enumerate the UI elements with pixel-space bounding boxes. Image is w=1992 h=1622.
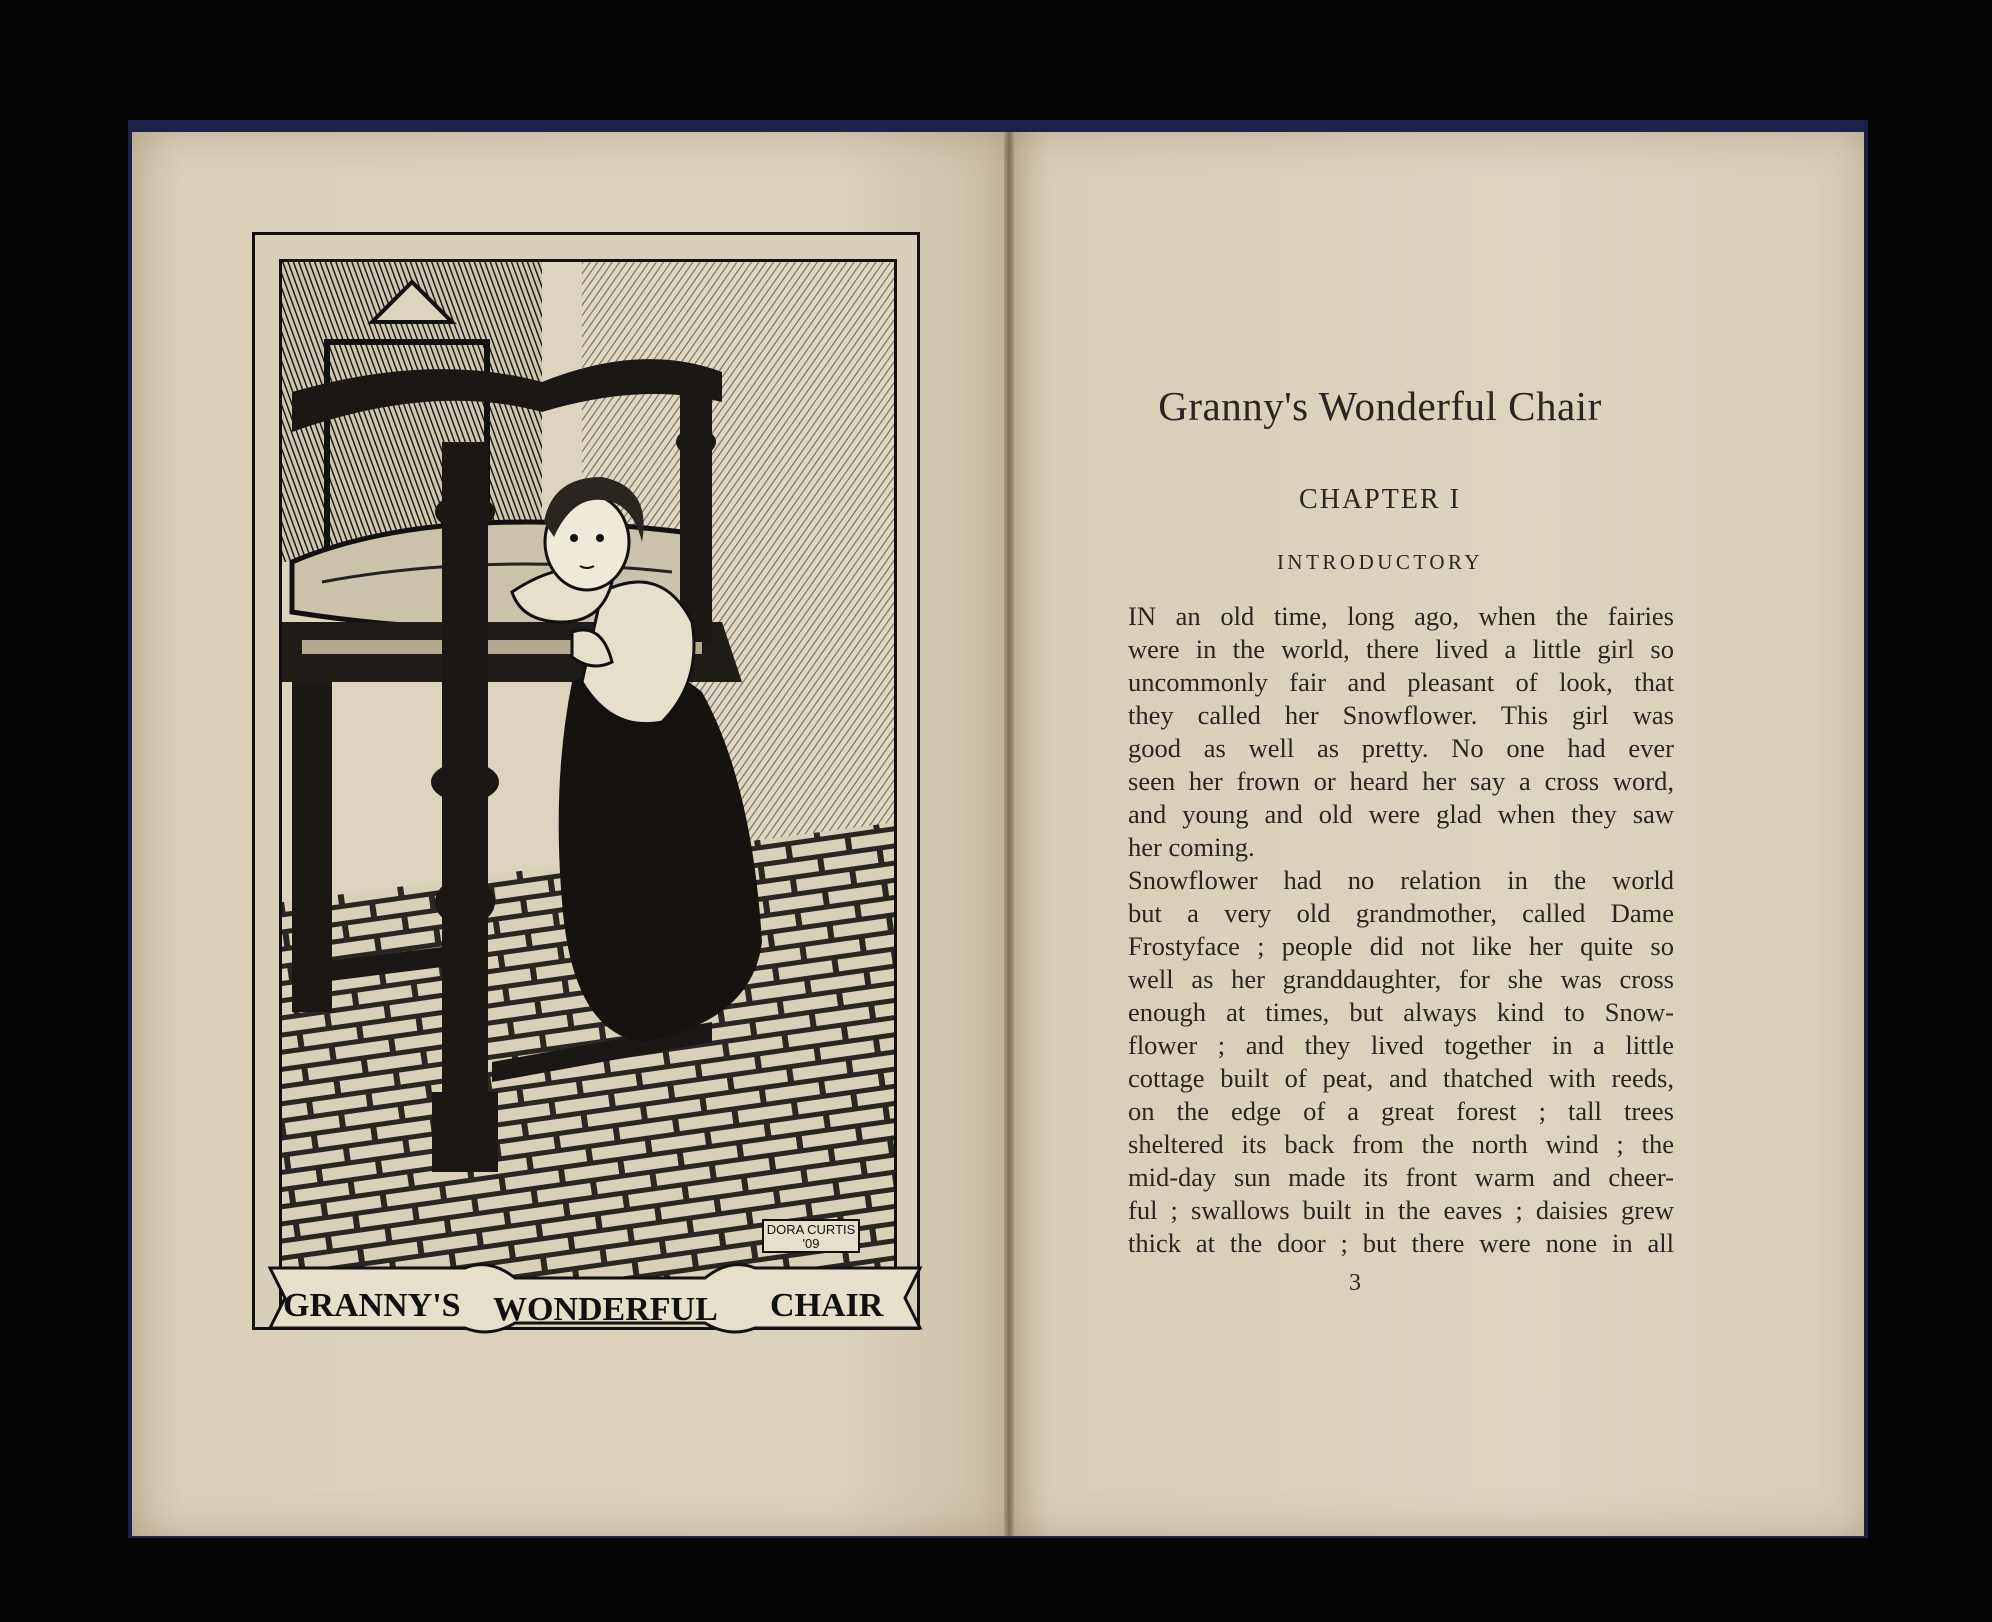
text-line: enough at times, but always kind to Snow- <box>1128 997 1674 1027</box>
book-title: Granny's Wonderful Chair <box>1158 383 1602 429</box>
body-text <box>1096 600 1674 1260</box>
banner-word-2: WONDERFUL <box>493 1291 718 1328</box>
chapter-subheading: INTRODUCTORY <box>1276 550 1484 574</box>
text-line: ful ; swallows built in the eaves ; daisies grew <box>1128 1195 1674 1225</box>
artist-signature-year: '09 <box>802 1236 820 1251</box>
text-line: on the edge of a great forest ; tall trees <box>1128 1096 1674 1126</box>
engraving-illustration <box>279 259 897 1307</box>
paragraph-1 <box>1096 600 1674 864</box>
text-line: uncommonly fair and pleasant of look, that <box>1128 667 1674 697</box>
text-line: well as her granddaughter, for she was cross <box>1128 964 1674 994</box>
page-number: 3 <box>1349 1270 1361 1296</box>
text-line: were in the world, there lived a little girl so <box>1128 634 1674 664</box>
text-line: IN an old time, long ago, when the fairies <box>1128 601 1674 631</box>
text-line: but a very old grandmother, called Dame <box>1128 898 1674 928</box>
chapter-heading: CHAPTER I <box>1299 484 1461 515</box>
illustration-frame <box>252 232 920 1330</box>
text-line: seen her frown or heard her say a cross word, <box>1128 766 1674 796</box>
book-gutter <box>1004 132 1014 1536</box>
text-line: flower ; and they lived together in a little <box>1128 1030 1674 1060</box>
text-line: sheltered its back from the north wind ; the <box>1128 1129 1674 1159</box>
text-line: they called her Snowflower. This girl was <box>1128 700 1674 730</box>
banner-word-1: GRANNY'S <box>283 1287 461 1324</box>
text-line: Snowflower had no relation in the world <box>1128 865 1674 895</box>
chair-and-girl-drawing <box>282 262 897 1307</box>
text-line: Frostyface ; people did not like her quite so <box>1128 931 1674 961</box>
banner-word-3: CHAIR <box>770 1287 884 1324</box>
text-line: and young and old were glad when they saw <box>1128 799 1674 829</box>
artist-signature-name: DORA CURTIS <box>766 1222 856 1237</box>
text-line: her coming. <box>1128 832 1255 862</box>
text-line: good as well as pretty. No one had ever <box>1128 733 1674 763</box>
artist-signature <box>762 1219 860 1253</box>
text-line: cottage built of peat, and thatched with reeds, <box>1128 1063 1674 1093</box>
text-line: mid-day sun made its front warm and cheer- <box>1128 1162 1674 1192</box>
title-banner <box>265 1238 925 1343</box>
text-line: thick at the door ; but there were none in all <box>1128 1228 1674 1258</box>
paragraph-2 <box>1096 864 1674 1260</box>
